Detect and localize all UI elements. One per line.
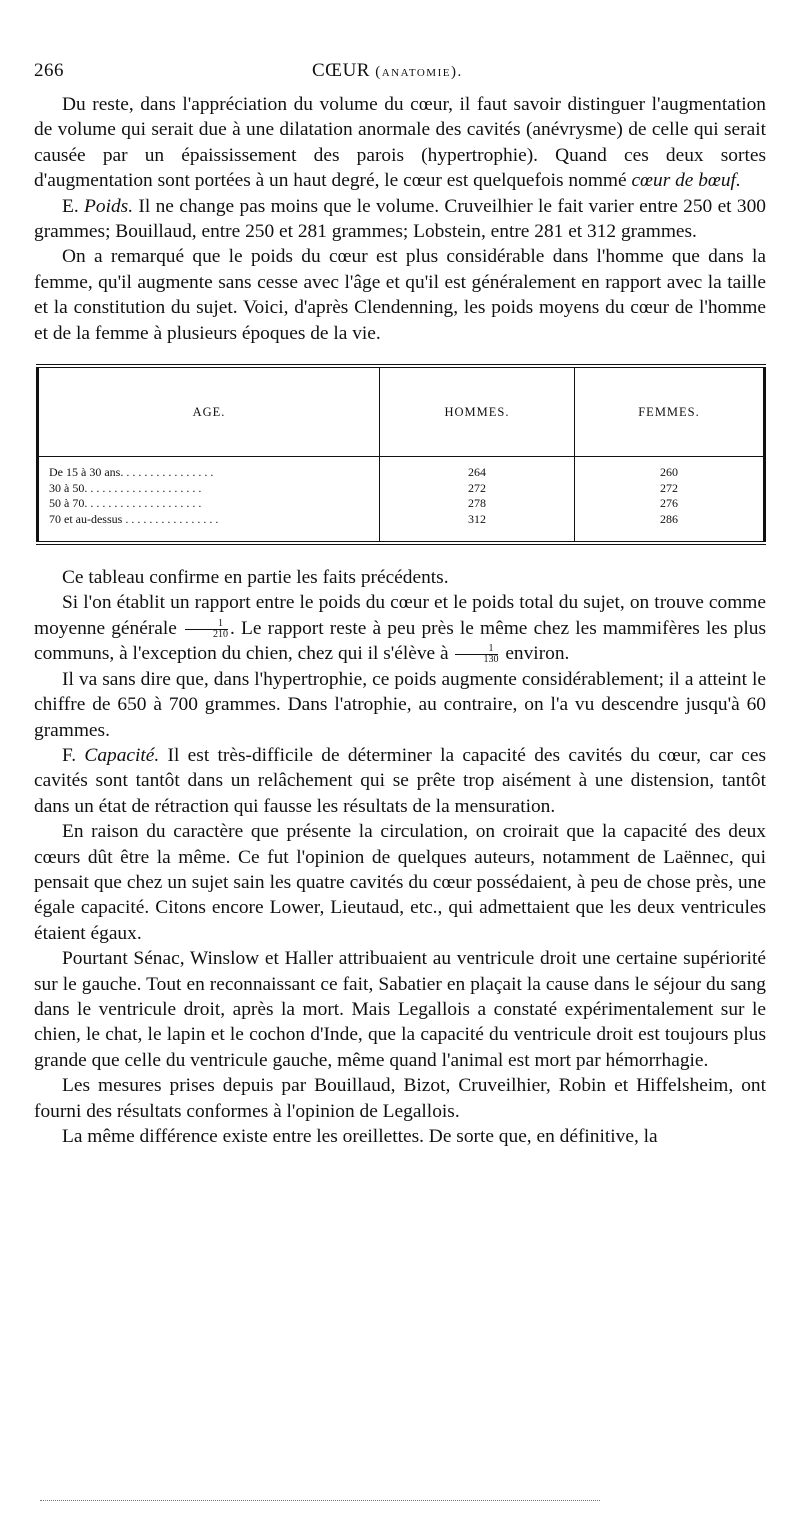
paragraph-3: On a remarqué que le poids du cœur est plus considérable dans l'homme que dans la femme, qu'il augmente sans cesse avec l'âge et qu'il est généralement en rapport avec la taille et la constitution du sujet. Voici, d'après Clendenning, les poids moyens du cœur de l'homme et de la femme à plusieurs époques de la vie. [34,246,766,344]
table-cell-age: 70 et au-dessus . . . . . . . . . . . . . . . . [49,511,219,526]
footer-rule [40,1500,600,1501]
paragraph-9: Pourtant Sénac, Winslow et Haller attribuaient au ventricule droit une certaine supériorité sur le gauche. Tout en reconnaissant ce fait, Sabatier en plaçait la cause dans le séjour du sang dans le ventricule droit, après la mort. Mais Legallois a constaté expérimentalement sur le chien, le chat, le lapin et le cochon d'Inde, que la capacité du ventricule droit est toujours plus grande que celle du ventricule gauche, même quand l'animal est mort par hémorrhagie. [34,948,766,1071]
paragraph-6: Il va sans dire que, dans l'hypertrophie, ce poids augmente considérablement; il a atteint le chiffre de 650 à 700 grammes. Dans l'atrophie, au contraire, on l'a vu descendre jusqu'à 60 grammes. [34,668,766,741]
fraction-numerator: 1 [185,619,228,630]
paragraph-2-text: Il ne change pas moins que le volume. Cruveilhier le fait varier entre 250 et 300 grammes; Bouillaud, entre 250 et 281 grammes; Lobstein, entre 281 et 312 grammes. [34,195,766,243]
running-header [34,52,766,90]
paragraph-5-text-a: Si l'on établit un rapport entre le poids du cœur et le poids total du sujet, on trouve comme moyenne générale [34,592,766,639]
table-col-age [38,457,380,544]
table-cell-age: 30 à 50. . . . . . . . . . . . . . . . . . . . [49,480,202,495]
table-cell-hommes: 272 [468,480,486,495]
paragraph-1-italic: cœur de bœuf. [631,170,741,192]
paragraph-1-text: Du reste, dans l'appréciation du volume du cœur, il faut savoir distinguer l'augmentation de volume qui serait due à une dilatation anormale des cavités (anévrysme) de celle qui serait causée par un épaississement des parois (hypertrophie). Quand ces deux sortes d'augmentation sont portées à un haut degré, le cœur est quelquefois nommé [34,94,766,192]
table-cell-age: De 15 à 30 ans. . . . . . . . . . . . . . . . [49,465,214,480]
running-title-sub: (anatomie). [375,64,463,80]
running-title [312,60,463,82]
table-header-hommes: HOMMES. [380,366,575,457]
table-header-age: AGE. [38,366,380,457]
page [34,52,766,1149]
table-cell-femmes: 260 [660,465,678,480]
table-body-row [38,457,765,544]
paragraph-1 [34,92,766,194]
fraction-numerator: 1 [455,644,498,655]
paragraph-5-text-b: . Le rapport reste à peu près le même chez les mammifères les plus communs, à l'exception du chien, chez qui il s'élève à [34,617,766,665]
running-title-main: CŒUR [312,60,370,81]
section-letter-f: F. [62,744,77,766]
table-cell-hommes: 264 [468,465,486,480]
section-letter-e: E. [62,195,79,217]
paragraph-5 [34,590,766,666]
paragraph-4: Ce tableau confirme en partie les faits précédents. [62,567,449,589]
paragraph-7-text: Il est très-difficile de déterminer la capacité des cavités du cœur, car ces cavités sont tantôt dans un relâchement qui se prête trop aisément à une distension, tantôt dans un état de rétraction qui fausse les résultats de la mensuration. [34,744,766,817]
paragraph-2 [34,194,766,245]
table-cell-age: 50 à 70. . . . . . . . . . . . . . . . . . . . [49,496,202,511]
fraction-denominator: 130 [483,654,499,666]
table-cell-femmes: 286 [660,511,678,526]
section-heading-capacite: Capacité. [84,744,160,766]
table-cell-hommes: 312 [468,511,486,526]
table-header-femmes: FEMMES. [575,366,765,457]
table-cell-femmes: 272 [660,480,678,495]
table-col-hommes [380,457,575,544]
paragraph-7 [34,743,766,819]
paragraph-11: La même différence existe entre les oreillettes. De sorte que, en définitive, la [62,1126,658,1147]
paragraph-8: En raison du caractère que présente la circulation, on croirait que la capacité des deux cœurs dût être la même. Ce fut l'opinion de quelques auteurs, notamment de Laënnec, qui pensait que chez un sujet sain les quatre cavités du cœur possédaient, à peu de chose près, une égale capacité. Citons encore Lower, Lieutaud, etc., qui admettaient que les deux ventricules étaient égaux. [34,821,766,944]
fraction-denominator: 210 [213,628,229,640]
page-number: 266 [34,60,64,81]
paragraph-5-text-c: environ. [505,643,570,665]
table-col-femmes [575,457,765,544]
table-cell-hommes: 278 [468,496,486,511]
table-header-row [38,366,765,457]
fraction-dog-ratio [455,644,498,665]
paragraph-10: Les mesures prises depuis par Bouillaud, Bizot, Cruveilhier, Robin et Hiffelsheim, ont fourni des résultats conformes à l'opinion de Legallois. [34,1075,766,1122]
weight-table [36,364,766,545]
table-cell-femmes: 276 [660,496,678,511]
section-heading-poids: Poids. [84,195,134,217]
fraction-mean-ratio [185,619,228,640]
